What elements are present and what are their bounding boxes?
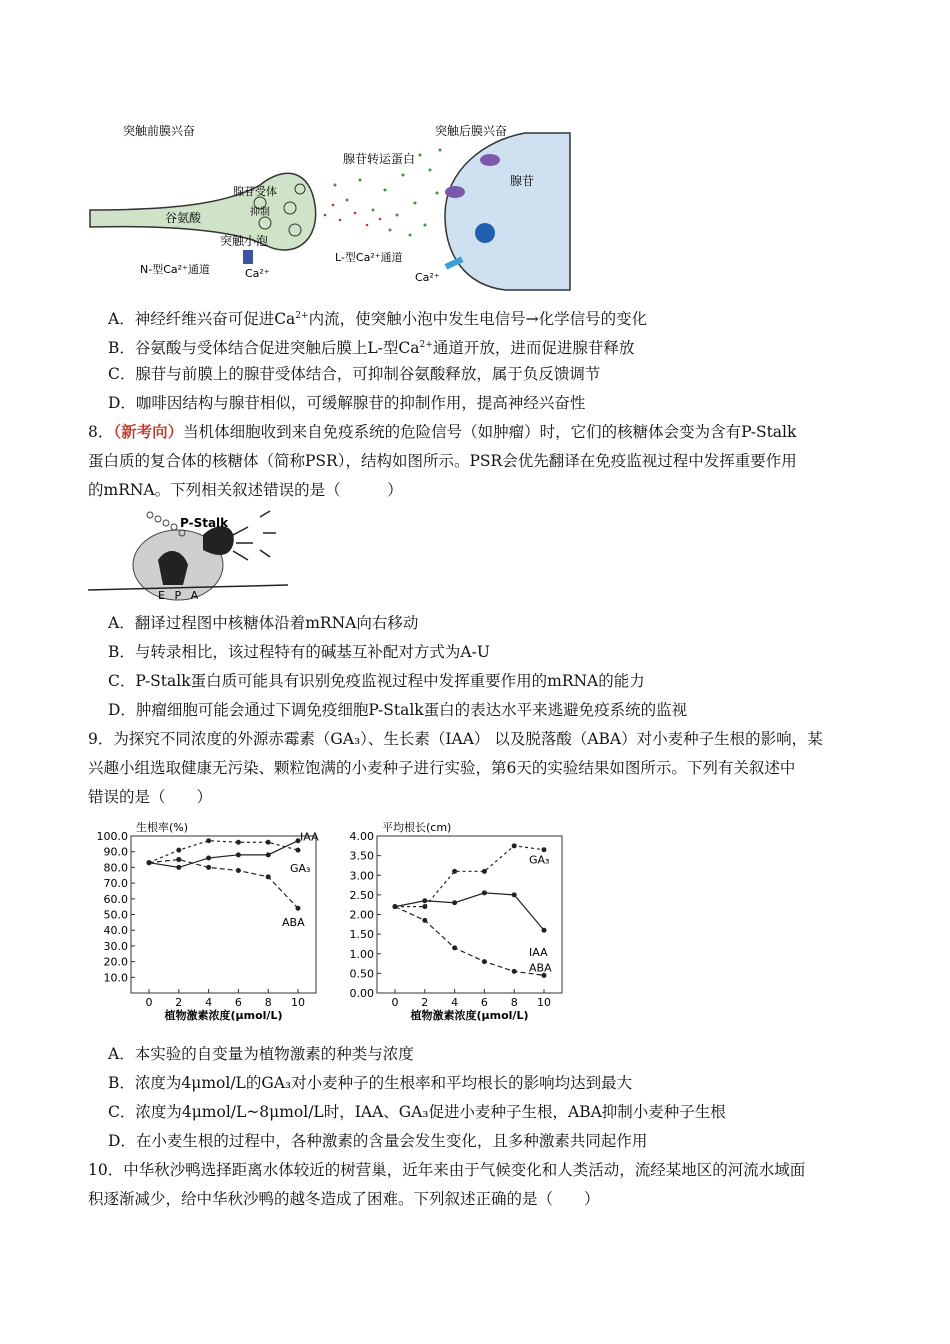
q9-option-d: D．在小麦生根的过程中，各种激素的含量会发生变化，且多种激素共同起作用 <box>108 1132 648 1150</box>
data-point <box>206 838 211 843</box>
label-adenosine: 腺苷 <box>510 174 535 188</box>
data-point <box>512 892 517 897</box>
y-tick-label: 0.50 <box>349 967 374 981</box>
data-point <box>452 869 457 874</box>
label-pre: 突触前膜兴奋 <box>123 124 196 138</box>
q9-option-c: C．浓度为4μmol/L~8μmol/L时，IAA、GA₃促进小麦种子生根，ABA抑制小麦种子生根 <box>108 1103 726 1121</box>
data-point <box>236 868 241 873</box>
y-tick-label: 2.00 <box>349 908 374 922</box>
q10-stem-line2: 积逐渐减少，给中华秋沙鸭的越冬造成了困难。下列叙述正确的是（ ） <box>88 1190 600 1208</box>
x-tick-label: 8 <box>510 996 518 1009</box>
q8-stem-line3: 的mRNA。下列相关叙述错误的是（ ） <box>88 481 403 499</box>
data-point <box>422 904 427 909</box>
q8-option-c: C．P-Stalk蛋白质可能具有识别免疫监视过程中发挥重要作用的mRNA的能力 <box>108 672 645 690</box>
p-stalk-label: P-Stalk <box>180 516 229 530</box>
data-point <box>452 945 457 950</box>
postsynaptic-cell <box>445 133 570 290</box>
y-tick-label: 90.0 <box>103 845 128 859</box>
rooting-rate-chart <box>88 818 353 1023</box>
data-point <box>206 865 211 870</box>
data-point <box>422 918 427 923</box>
label-post: 突触后膜兴奋 <box>435 124 508 138</box>
glutamate-dots <box>324 204 382 227</box>
series-line-ABA <box>149 860 298 909</box>
n-channel <box>243 250 253 264</box>
y-axis-label: 生根率(%) <box>136 821 189 834</box>
adenosine-transporter-2 <box>445 186 465 198</box>
x-tick-label: 10 <box>537 996 551 1009</box>
data-point <box>206 855 211 860</box>
y-tick-label: 100.0 <box>96 830 128 843</box>
y-tick-label: 40.0 <box>103 924 128 938</box>
series-label: ABA <box>282 916 305 930</box>
y-tick-label: 1.50 <box>349 928 374 942</box>
nucleus <box>475 223 495 243</box>
data-point <box>176 857 181 862</box>
data-point <box>236 852 241 857</box>
label-glutamate: 谷氨酸 <box>165 211 202 225</box>
x-tick-label: 10 <box>291 996 305 1009</box>
q9-stem-line3: 错误的是（ ） <box>88 788 213 806</box>
x-axis-label: 植物激素浓度(μmol/L) <box>164 1009 283 1022</box>
q8-stem-line2: 蛋白质的复合体的核糖体（简称PSR），结构如图所示。PSR会优先翻译在免疫监视过程中发挥重要作用 <box>88 452 797 470</box>
series-label: ABA <box>529 961 552 975</box>
label-n-channel: N-型Ca²⁺通道 <box>140 263 210 276</box>
y-tick-label: 3.00 <box>349 869 374 883</box>
y-tick-label: 4.00 <box>349 830 374 843</box>
x-tick-label: 0 <box>145 996 153 1009</box>
series-line-IAA <box>149 841 298 868</box>
label-inhibit: 抑制 <box>250 207 270 218</box>
y-tick-label: 10.0 <box>103 971 128 985</box>
site-labels: E P A <box>158 589 202 602</box>
label-transporter: 腺苷转运蛋白 <box>343 152 416 166</box>
y-tick-label: 0.00 <box>349 987 374 1000</box>
data-point <box>266 852 271 857</box>
data-point <box>542 928 547 933</box>
label-ca-1: Ca²⁺ <box>245 267 270 280</box>
series-label: IAA <box>529 946 548 960</box>
q8-option-a: A．翻译过程图中核糖体沿着mRNA向右移动 <box>108 614 419 632</box>
y-axis-label: 平均根长(cm) <box>382 821 452 834</box>
adenosine-transporter-1 <box>480 154 500 166</box>
series-label: GA₃ <box>529 853 550 867</box>
q9-option-a: A．本实验的自变量为植物激素的种类与浓度 <box>108 1045 414 1063</box>
data-point <box>452 900 457 905</box>
y-tick-label: 30.0 <box>103 939 128 953</box>
data-point <box>147 860 152 865</box>
q9-stem-line1: 9．为探究不同浓度的外源赤霉素（GA₃）、生长素（IAA） 以及脱落酸（ABA）对小麦种子生根的影响，某 <box>88 730 823 748</box>
x-tick-label: 6 <box>480 996 488 1009</box>
series-line-IAA <box>395 893 544 930</box>
x-tick-label: 2 <box>421 996 429 1009</box>
q9-option-b: B．浓度为4μmol/L的GA₃对小麦种子的生根率和平均根长的影响均达到最大 <box>108 1074 633 1092</box>
plot-frame <box>131 836 316 993</box>
synapse-figure <box>85 115 575 295</box>
data-point <box>296 848 301 853</box>
series-line-ABA <box>395 907 544 976</box>
series-label: GA₃ <box>290 862 311 876</box>
x-tick-label: 2 <box>175 996 183 1009</box>
label-l-channel: L-型Ca²⁺通道 <box>335 251 403 264</box>
data-point <box>266 840 271 845</box>
q9-stem-line2: 兴趣小组选取健康无污染、颗粒饱满的小麦种子进行实验，第6天的实验结果如图所示。下列有关叙述中 <box>88 759 796 777</box>
x-tick-label: 4 <box>451 996 459 1009</box>
data-point <box>542 847 547 852</box>
data-point <box>482 890 487 895</box>
q8-option-b: B．与转录相比，该过程特有的碱基互补配对方式为A-U <box>108 643 490 661</box>
root-length-chart <box>335 818 590 1023</box>
y-tick-label: 20.0 <box>103 955 128 969</box>
presynaptic-terminal <box>90 173 316 250</box>
y-tick-label: 2.50 <box>349 888 374 902</box>
series-label: IAA <box>300 830 319 844</box>
data-point <box>266 874 271 879</box>
data-point <box>176 865 181 870</box>
q7-option-b: B．谷氨酸与受体结合促进突触后膜上L-型$Ca^{2+}$通道开放，进而促进腺苷释放 <box>108 339 635 358</box>
y-tick-label: 60.0 <box>103 892 128 906</box>
data-point <box>422 898 427 903</box>
q8-stem-line1: 8．（新考向）当机体细胞收到来自免疫系统的危险信号（如肿瘤）时，它们的核糖体会变为含有P-Stalk <box>88 422 797 441</box>
q8-option-d: D．肿瘤细胞可能会通过下调免疫细胞P-Stalk蛋白的表达水平来逃避免疫系统的监视 <box>108 701 688 719</box>
q10-stem-line1: 10．中华秋沙鸭选择距离水体较近的树营巢，近年来由于气候变化和人类活动，流经某地区的河流水域面 <box>88 1161 806 1179</box>
data-point <box>236 840 241 845</box>
label-receptor: 腺苷受体 <box>233 185 277 198</box>
label-vesicle: 突触小泡 <box>220 234 269 248</box>
label-ca-2: Ca²⁺ <box>415 271 440 284</box>
x-tick-label: 8 <box>264 996 272 1009</box>
x-tick-label: 4 <box>205 996 213 1009</box>
data-point <box>512 969 517 974</box>
data-point <box>176 848 181 853</box>
ribosome-figure <box>88 505 288 605</box>
x-axis-label: 植物激素浓度(μmol/L) <box>410 1009 529 1022</box>
data-point <box>512 843 517 848</box>
x-tick-label: 6 <box>234 996 242 1009</box>
q7-option-a: A．神经纤维兴奋可促进$Ca^{2+}$内流，使突触小泡中发生电信号→化学信号的变化 <box>108 310 648 329</box>
data-point <box>482 959 487 964</box>
x-tick-label: 0 <box>391 996 399 1009</box>
y-tick-label: 50.0 <box>103 908 128 922</box>
y-tick-label: 80.0 <box>103 861 128 875</box>
q7-option-c: C．腺苷与前膜上的腺苷受体结合，可抑制谷氨酸释放，属于负反馈调节 <box>108 365 601 383</box>
y-tick-label: 70.0 <box>103 877 128 891</box>
y-tick-label: 1.00 <box>349 947 374 961</box>
data-point <box>393 904 398 909</box>
q7-option-d: D．咖啡因结构与腺苷相似，可缓解腺苷的抑制作用，提高神经兴奋性 <box>108 394 586 412</box>
data-point <box>482 869 487 874</box>
y-tick-label: 3.50 <box>349 849 374 863</box>
data-point <box>296 906 301 911</box>
